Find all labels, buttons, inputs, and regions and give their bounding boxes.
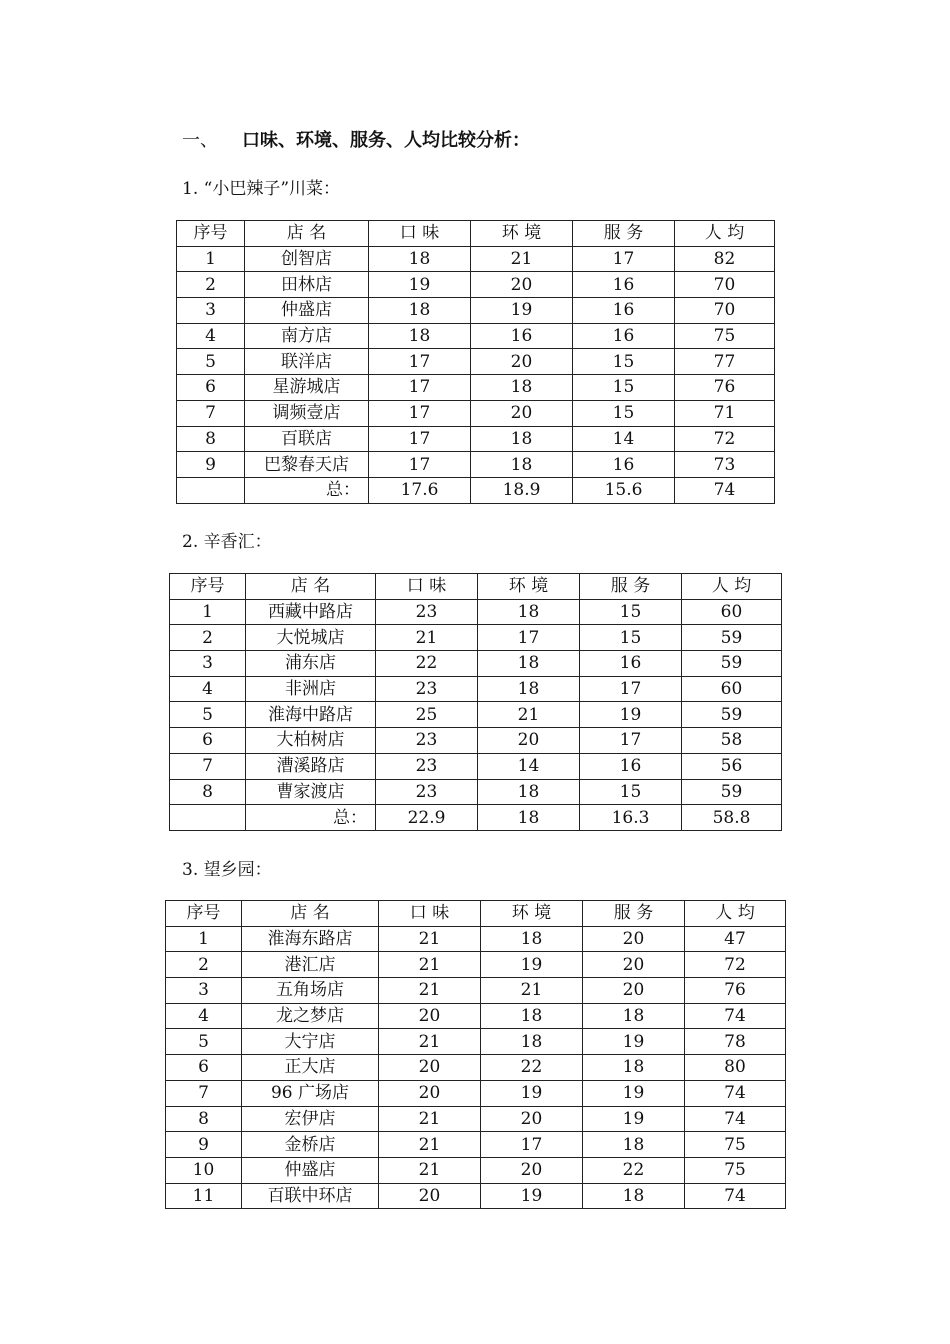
header-cell: 人 均 xyxy=(682,574,782,600)
table-wangxiangyuan xyxy=(165,900,786,1209)
table-row xyxy=(170,625,782,651)
total-cell: 15.6 xyxy=(573,477,675,503)
table-cell: 18 xyxy=(583,1055,685,1081)
table-cell: 15 xyxy=(573,400,675,426)
table-cell: 16 xyxy=(573,452,675,478)
table-cell: 18 xyxy=(478,676,580,702)
table-row xyxy=(166,1055,786,1081)
table-row xyxy=(177,323,775,349)
total-cell: 22.9 xyxy=(376,805,478,831)
table-cell: 1 xyxy=(177,246,245,272)
table-cell: 60 xyxy=(682,599,782,625)
table-cell: 15 xyxy=(580,779,682,805)
header-cell: 序号 xyxy=(170,574,246,600)
table-cell: 18 xyxy=(471,452,573,478)
header-cell: 店 名 xyxy=(242,901,379,927)
table-xinxianghui xyxy=(169,573,782,831)
table-row xyxy=(166,952,786,978)
table-cell: 16 xyxy=(573,298,675,324)
table-cell: 19 xyxy=(583,1080,685,1106)
table-cell: 59 xyxy=(682,651,782,677)
table-row xyxy=(170,728,782,754)
table-cell: 21 xyxy=(379,1157,481,1183)
table-cell: 23 xyxy=(376,676,478,702)
header-cell: 人 均 xyxy=(675,221,775,247)
table-cell: 58 xyxy=(682,728,782,754)
table-cell: 19 xyxy=(583,1106,685,1132)
table-cell: 21 xyxy=(478,702,580,728)
table-cell: 16 xyxy=(471,323,573,349)
header-row xyxy=(170,574,782,600)
table-cell: 9 xyxy=(166,1132,242,1158)
table-cell: 96 广场店 xyxy=(242,1080,379,1106)
header-cell: 口 味 xyxy=(369,221,471,247)
table-cell: 75 xyxy=(675,323,775,349)
total-cell xyxy=(170,805,246,831)
table-cell: 56 xyxy=(682,753,782,779)
table-row xyxy=(177,452,775,478)
table-row xyxy=(177,400,775,426)
total-cell: 总： xyxy=(246,805,376,831)
table-row xyxy=(166,1106,786,1132)
table-cell: 14 xyxy=(478,753,580,779)
table-cell: 19 xyxy=(481,1080,583,1106)
heading-number: 一、 xyxy=(182,130,218,151)
table-cell: 23 xyxy=(376,779,478,805)
table-cell: 23 xyxy=(376,599,478,625)
table-row xyxy=(177,426,775,452)
table-cell: 2 xyxy=(166,952,242,978)
table-cell: 17 xyxy=(478,625,580,651)
table-cell: 18 xyxy=(471,426,573,452)
table-cell: 21 xyxy=(379,952,481,978)
table-cell: 浦东店 xyxy=(246,651,376,677)
table-cell: 17 xyxy=(369,375,471,401)
table-cell: 2 xyxy=(170,625,246,651)
header-cell: 服 务 xyxy=(583,901,685,927)
table-cell: 72 xyxy=(685,952,786,978)
table-cell: 22 xyxy=(583,1157,685,1183)
table-cell: 正大店 xyxy=(242,1055,379,1081)
table-cell: 1 xyxy=(170,599,246,625)
table-row xyxy=(177,349,775,375)
table-cell: 8 xyxy=(170,779,246,805)
table-cell: 19 xyxy=(580,702,682,728)
table-cell: 星游城店 xyxy=(245,375,369,401)
total-cell: 18.9 xyxy=(471,477,573,503)
table-cell: 22 xyxy=(481,1055,583,1081)
table-cell: 16 xyxy=(573,272,675,298)
table-cell: 4 xyxy=(166,1003,242,1029)
header-cell: 店 名 xyxy=(245,221,369,247)
table-cell: 20 xyxy=(583,978,685,1004)
table-cell: 18 xyxy=(369,323,471,349)
table-row xyxy=(170,753,782,779)
table-cell: 15 xyxy=(580,599,682,625)
table-cell: 20 xyxy=(583,952,685,978)
table-cell: 17 xyxy=(369,349,471,375)
table-cell: 19 xyxy=(369,272,471,298)
table-cell: 20 xyxy=(379,1080,481,1106)
table-cell: 5 xyxy=(170,702,246,728)
table-cell: 76 xyxy=(685,978,786,1004)
table-row xyxy=(177,246,775,272)
table-cell: 23 xyxy=(376,753,478,779)
table-cell: 16 xyxy=(580,651,682,677)
table-cell: 20 xyxy=(471,349,573,375)
table-row xyxy=(166,1003,786,1029)
table-cell: 18 xyxy=(478,651,580,677)
table-cell: 20 xyxy=(583,926,685,952)
table-cell: 五角场店 xyxy=(242,978,379,1004)
table-row xyxy=(170,676,782,702)
table-cell: 田林店 xyxy=(245,272,369,298)
total-row xyxy=(170,805,782,831)
table-cell: 70 xyxy=(675,298,775,324)
table-cell: 19 xyxy=(471,298,573,324)
table-cell: 72 xyxy=(675,426,775,452)
table-cell: 创智店 xyxy=(245,246,369,272)
table-cell: 西藏中路店 xyxy=(246,599,376,625)
table-cell: 70 xyxy=(675,272,775,298)
table-cell: 20 xyxy=(481,1106,583,1132)
header-cell: 序号 xyxy=(177,221,245,247)
table-cell: 17 xyxy=(369,452,471,478)
table-cell: 百联中环店 xyxy=(242,1183,379,1209)
section-2-title: 2. 辛香汇： xyxy=(182,532,272,552)
table-cell: 21 xyxy=(379,926,481,952)
table-cell: 15 xyxy=(573,349,675,375)
table-cell: 20 xyxy=(471,272,573,298)
table-row xyxy=(177,272,775,298)
table-cell: 82 xyxy=(675,246,775,272)
table-cell: 21 xyxy=(379,1132,481,1158)
table-cell: 20 xyxy=(471,400,573,426)
header-row xyxy=(177,221,775,247)
table-cell: 仲盛店 xyxy=(245,298,369,324)
table-cell: 21 xyxy=(376,625,478,651)
table-cell: 非洲店 xyxy=(246,676,376,702)
table-cell: 6 xyxy=(170,728,246,754)
table-cell: 25 xyxy=(376,702,478,728)
table-cell: 18 xyxy=(369,298,471,324)
heading-text: 口味、环境、服务、人均比较分析： xyxy=(242,130,530,151)
table-cell: 7 xyxy=(170,753,246,779)
table-row xyxy=(170,702,782,728)
table-cell: 18 xyxy=(369,246,471,272)
table-row xyxy=(177,298,775,324)
table-cell: 15 xyxy=(580,625,682,651)
table-cell: 59 xyxy=(682,779,782,805)
table-cell: 21 xyxy=(379,1106,481,1132)
table-cell: 南方店 xyxy=(245,323,369,349)
table-cell: 74 xyxy=(685,1106,786,1132)
header-cell: 环 境 xyxy=(478,574,580,600)
table-xiaobalazi xyxy=(176,220,775,504)
table-cell: 3 xyxy=(177,298,245,324)
total-cell: 17.6 xyxy=(369,477,471,503)
table-cell: 仲盛店 xyxy=(242,1157,379,1183)
table-cell: 75 xyxy=(685,1157,786,1183)
table-row xyxy=(166,1132,786,1158)
table-cell: 18 xyxy=(478,779,580,805)
table-cell: 20 xyxy=(379,1003,481,1029)
table-cell: 16 xyxy=(573,323,675,349)
table-cell: 17 xyxy=(369,426,471,452)
table-cell: 调频壹店 xyxy=(245,400,369,426)
table-cell: 18 xyxy=(481,926,583,952)
table-cell: 大柏树店 xyxy=(246,728,376,754)
table-cell: 19 xyxy=(583,1029,685,1055)
table-cell: 21 xyxy=(379,978,481,1004)
table-cell: 龙之梦店 xyxy=(242,1003,379,1029)
header-cell: 口 味 xyxy=(379,901,481,927)
total-row xyxy=(177,477,775,503)
table-cell: 17 xyxy=(481,1132,583,1158)
table-cell: 6 xyxy=(166,1055,242,1081)
table-cell: 3 xyxy=(166,978,242,1004)
table-cell: 22 xyxy=(376,651,478,677)
header-cell: 人 均 xyxy=(685,901,786,927)
table-cell: 宏伊店 xyxy=(242,1106,379,1132)
table-row xyxy=(177,375,775,401)
table-cell: 11 xyxy=(166,1183,242,1209)
table-cell: 大悦城店 xyxy=(246,625,376,651)
header-cell: 店 名 xyxy=(246,574,376,600)
header-cell: 服 务 xyxy=(580,574,682,600)
table-cell: 59 xyxy=(682,702,782,728)
table-cell: 21 xyxy=(379,1029,481,1055)
table-cell: 21 xyxy=(471,246,573,272)
table-cell: 1 xyxy=(166,926,242,952)
total-cell xyxy=(177,477,245,503)
table-cell: 19 xyxy=(481,952,583,978)
table-cell: 18 xyxy=(481,1003,583,1029)
table-cell: 14 xyxy=(573,426,675,452)
table-row xyxy=(166,1157,786,1183)
table-cell: 5 xyxy=(166,1029,242,1055)
table-cell: 20 xyxy=(478,728,580,754)
table-cell: 23 xyxy=(376,728,478,754)
table-row xyxy=(170,599,782,625)
table-cell: 20 xyxy=(481,1157,583,1183)
total-cell: 18 xyxy=(478,805,580,831)
table-cell: 59 xyxy=(682,625,782,651)
table-cell: 74 xyxy=(685,1080,786,1106)
table-cell: 20 xyxy=(379,1055,481,1081)
table-cell: 60 xyxy=(682,676,782,702)
table-cell: 8 xyxy=(177,426,245,452)
table-cell: 18 xyxy=(583,1003,685,1029)
table-cell: 16 xyxy=(580,753,682,779)
table-cell: 18 xyxy=(583,1183,685,1209)
table-cell: 淮海中路店 xyxy=(246,702,376,728)
table-cell: 78 xyxy=(685,1029,786,1055)
table-cell: 18 xyxy=(481,1029,583,1055)
total-cell: 16.3 xyxy=(580,805,682,831)
table-cell: 4 xyxy=(170,676,246,702)
table-cell: 曹家渡店 xyxy=(246,779,376,805)
table-cell: 20 xyxy=(379,1183,481,1209)
table-cell: 17 xyxy=(580,728,682,754)
total-cell: 58.8 xyxy=(682,805,782,831)
table-row xyxy=(166,1029,786,1055)
table-cell: 21 xyxy=(481,978,583,1004)
header-cell: 服 务 xyxy=(573,221,675,247)
table-cell: 10 xyxy=(166,1157,242,1183)
header-cell: 环 境 xyxy=(471,221,573,247)
table-cell: 漕溪路店 xyxy=(246,753,376,779)
table-row xyxy=(166,1080,786,1106)
section-3-title: 3. 望乡园： xyxy=(182,860,272,880)
table-cell: 15 xyxy=(573,375,675,401)
table-cell: 金桥店 xyxy=(242,1132,379,1158)
table-cell: 6 xyxy=(177,375,245,401)
table-cell: 18 xyxy=(471,375,573,401)
table-cell: 71 xyxy=(675,400,775,426)
table-cell: 74 xyxy=(685,1003,786,1029)
table-cell: 7 xyxy=(177,400,245,426)
table-row xyxy=(166,926,786,952)
table-row xyxy=(166,1183,786,1209)
table-cell: 19 xyxy=(481,1183,583,1209)
table-cell: 77 xyxy=(675,349,775,375)
table-cell: 80 xyxy=(685,1055,786,1081)
table-cell: 73 xyxy=(675,452,775,478)
total-cell: 总： xyxy=(245,477,369,503)
table-cell: 淮海东路店 xyxy=(242,926,379,952)
header-cell: 序号 xyxy=(166,901,242,927)
table-cell: 18 xyxy=(478,599,580,625)
table-row xyxy=(170,651,782,677)
table-cell: 2 xyxy=(177,272,245,298)
total-cell: 74 xyxy=(675,477,775,503)
table-row xyxy=(170,779,782,805)
table-cell: 74 xyxy=(685,1183,786,1209)
table-cell: 4 xyxy=(177,323,245,349)
table-cell: 47 xyxy=(685,926,786,952)
table-cell: 7 xyxy=(166,1080,242,1106)
table-cell: 8 xyxy=(166,1106,242,1132)
table-cell: 17 xyxy=(573,246,675,272)
table-cell: 大宁店 xyxy=(242,1029,379,1055)
table-cell: 百联店 xyxy=(245,426,369,452)
header-row xyxy=(166,901,786,927)
table-cell: 17 xyxy=(580,676,682,702)
table-cell: 18 xyxy=(583,1132,685,1158)
table-cell: 3 xyxy=(170,651,246,677)
table-cell: 17 xyxy=(369,400,471,426)
table-cell: 巴黎春天店 xyxy=(245,452,369,478)
table-row xyxy=(166,978,786,1004)
table-cell: 76 xyxy=(675,375,775,401)
header-cell: 口 味 xyxy=(376,574,478,600)
table-cell: 港汇店 xyxy=(242,952,379,978)
section-heading xyxy=(182,126,530,152)
table-cell: 联洋店 xyxy=(245,349,369,375)
table-cell: 75 xyxy=(685,1132,786,1158)
table-cell: 9 xyxy=(177,452,245,478)
table-cell: 5 xyxy=(177,349,245,375)
section-1-title: 1. “小巴辣子”川菜： xyxy=(182,179,341,199)
header-cell: 环 境 xyxy=(481,901,583,927)
